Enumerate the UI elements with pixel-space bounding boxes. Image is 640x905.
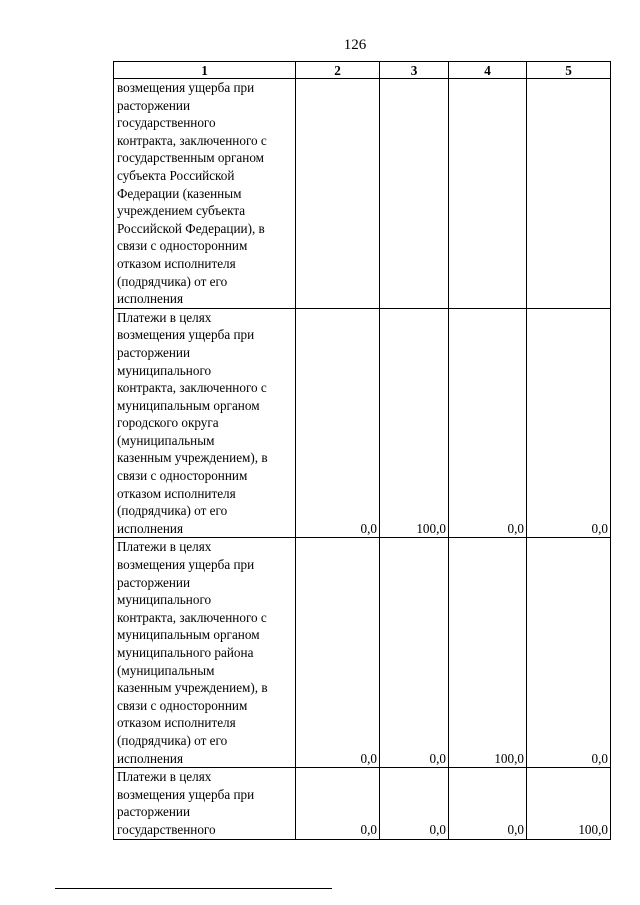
value-cell-col-4 [449,79,527,309]
description-line: расторжении [117,344,191,360]
row-description-cell [114,538,296,768]
description-line: муниципальным органом [117,397,260,413]
description-line: (подрядчика) от его [117,732,228,748]
value-cell-col-4: 0,0 [449,308,527,538]
row-description-cell [114,768,296,839]
column-header-5: 5 [527,62,611,79]
table-row [114,308,611,538]
description-line: связи с односторонним [117,697,248,713]
value-cell-col-5: 100,0 [527,768,611,839]
description-line: расторжении [117,97,191,113]
description-line: (подрядчика) от его [117,273,228,289]
description-line: государственного [117,115,216,131]
description-line: Платежи в целях [117,309,212,325]
description-line: (муниципальным [117,432,215,448]
description-line: возмещения ущерба при [117,786,255,802]
description-line: муниципального района [117,645,254,660]
value-cell-col-5 [527,79,611,309]
value-cell-col-3: 0,0 [380,768,449,839]
value-cell-col-2: 0,0 [296,768,380,839]
description-line: учреждением субъекта [117,203,246,219]
value-cell-col-2 [296,79,380,309]
value-cell-col-5: 0,0 [527,538,611,768]
column-header-1: 1 [114,62,296,79]
table-header-row [114,62,611,79]
description-line: исполнения [117,520,184,536]
description-line: возмещения ущерба при [117,327,255,343]
description-line: муниципального [117,592,212,608]
value-cell-col-3: 100,0 [380,308,449,538]
value-cell-col-2: 0,0 [296,538,380,768]
description-line: государственным органом [117,150,265,166]
description-line: возмещения ущерба при [117,557,255,573]
value-cell-col-3: 0,0 [380,538,449,768]
description-line: муниципального [117,362,212,378]
description-line: Платежи в целях [117,539,212,555]
description-line: субъекта Российской [117,167,235,183]
description-line: расторжении [117,574,191,590]
description-line: отказом исполнителя [117,485,236,501]
column-header-4: 4 [449,62,527,79]
column-header-2: 2 [296,62,380,79]
value-cell-col-4: 0,0 [449,768,527,839]
value-cell-col-2: 0,0 [296,308,380,538]
description-line: казенным учреждением), в [117,680,268,696]
table-row [114,768,611,839]
budget-distribution-table [113,61,611,840]
description-line: связи с односторонним [117,468,248,484]
description-line: отказом исполнителя [117,715,236,731]
table-row [114,79,611,309]
description-line: (муниципальным [117,662,215,678]
description-line: контракта, заключенного с [117,380,267,396]
table-row [114,538,611,768]
description-line: исполнения [117,750,184,766]
value-cell-col-5: 0,0 [527,308,611,538]
row-description-cell [114,308,296,538]
description-line: городского округа [117,415,219,431]
description-line: (подрядчика) от его [117,503,228,519]
description-line: контракта, заключенного с [117,609,267,625]
description-line: расторжении [117,804,191,820]
description-line: муниципальным органом [117,627,260,643]
description-line: контракта, заключенного с [117,132,267,148]
description-line: Федерации (казенным [117,185,242,201]
description-line: исполнения [117,291,184,307]
description-line: государственного [117,821,216,837]
description-line: связи с односторонним [117,238,248,254]
column-header-3: 3 [380,62,449,79]
page-number: 126 [343,37,367,53]
description-line: возмещения ущерба при [117,80,255,95]
value-cell-col-3 [380,79,449,309]
value-cell-col-4: 100,0 [449,538,527,768]
footnote-rule [55,888,332,889]
description-line: Платежи в целях [117,769,212,785]
description-line: казенным учреждением), в [117,450,268,466]
description-line: Российской Федерации), в [117,220,265,236]
description-line: отказом исполнителя [117,255,236,271]
row-description-cell [114,79,296,309]
